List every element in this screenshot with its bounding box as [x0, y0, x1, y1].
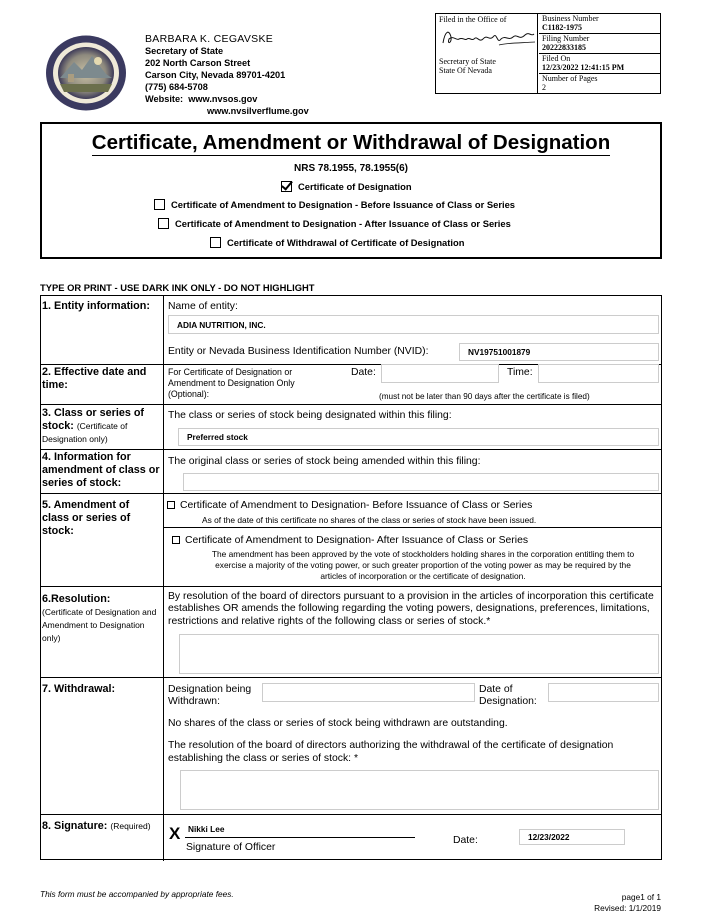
s6-text: By resolution of the board of directors pursuant to a provision in the articles of incorporation this certificate establishes OR amends the following regarding the voting powers, designations, preferences, limitations, restrictions and relative rights of the following class or series of stock.* [168, 591, 654, 627]
checked-checkbox-icon[interactable] [281, 181, 292, 192]
option-amendment-after[interactable]: Certificate of Amendment to Designation - After Issuance of Class or Series [158, 218, 511, 229]
s6-label: 6.Resolution: (Certificate of Designation and Amendment to Designation only) [42, 593, 157, 643]
filed-in-label: Filed in the Office of [439, 15, 507, 24]
s2-time-label: Time: [507, 367, 533, 378]
checkbox-icon[interactable] [154, 199, 165, 210]
business-number: C1182-1975 [542, 23, 582, 32]
s7-label: 7. Withdrawal: [42, 683, 116, 695]
form-table [40, 295, 662, 860]
s4-label: 4. Information for amendment of class or series of stock: [42, 451, 160, 489]
checkbox-icon[interactable] [167, 501, 175, 509]
s2-description: For Certificate of Designation or Amendment to Designation Only (Optional): [168, 367, 295, 399]
s2-label: 2. Effective date and time: [42, 366, 147, 391]
s5-option-after-note: The amendment has been approved by the vote of stockholders holding shares in the corporation entitling them to exercise a majority of the voting power, or such greater proportion of the voting power as may be required by the articles of incorporation or the certificate of designation. [211, 549, 635, 581]
filing-details [539, 14, 660, 93]
address-line-1: 202 North Carson Street [145, 58, 251, 68]
website-1[interactable]: www.nvsos.gov [188, 94, 258, 104]
filing-number: 20222833185 [542, 43, 586, 52]
nevada-state-seal [44, 34, 128, 112]
s7-resolution: The resolution of the board of directors authorizing the withdrawal of the certificate of designation establishing the class or series of stock: * [168, 740, 614, 764]
nvid-field[interactable]: NV19751001879 [459, 343, 659, 361]
checkbox-icon[interactable] [158, 218, 169, 229]
filing-stamp [435, 13, 661, 94]
website-label: Website: [145, 94, 184, 104]
website-line [145, 93, 309, 105]
row-divider [163, 527, 661, 528]
withdrawal-resolution-field[interactable] [180, 770, 659, 810]
designation-date-field[interactable] [548, 683, 659, 702]
pages-cell: Number of Pages 2 [539, 74, 660, 92]
secretary-title: Secretary of State [145, 46, 224, 56]
s8-label: 8. Signature: (Required) [42, 820, 151, 832]
entity-name-label: Name of entity: [168, 301, 238, 312]
option-withdrawal[interactable]: Certificate of Withdrawal of Certificate of Designation [210, 237, 464, 248]
resolution-field[interactable] [179, 634, 659, 674]
row-divider [41, 677, 661, 678]
fees-note: This form must be accompanied by appropriate fees. [40, 889, 234, 899]
business-number-cell: Business Number C1182-1975 [539, 14, 660, 34]
website-2[interactable]: www.nvsilverflume.gov [207, 106, 309, 116]
row-divider [41, 404, 661, 405]
nrs-reference: NRS 78.1955, 78.1955(6) [294, 163, 408, 174]
revised-date: Revised: 1/1/2019 [594, 903, 661, 913]
s2-note: (must not be later than 90 days after the certificate is filed) [379, 392, 590, 401]
secretary-signature [439, 25, 537, 49]
s1-label: 1. Entity information: [42, 300, 150, 312]
option-amendment-before[interactable]: Certificate of Amendment to Designation - Before Issuance of Class or Series [154, 199, 515, 210]
address-line-2: Carson City, Nevada 89701-4201 [145, 70, 286, 80]
s3-text: The class or series of stock being designated within this filing: [168, 410, 452, 421]
signature-x: X [169, 824, 181, 843]
s6-sub: (Certificate of Designation and Amendment to Designation only) [42, 607, 157, 643]
filed-on-cell: Filed On 12/23/2022 12:41:15 PM [539, 54, 660, 74]
phone: (775) 684-5708 [145, 82, 208, 92]
s5-option-after[interactable]: Certificate of Amendment to Designation- After Issuance of Class or Series [172, 534, 528, 547]
row-divider [41, 493, 661, 494]
checkbox-icon[interactable] [172, 536, 180, 544]
instructions: TYPE OR PRINT - USE DARK INK ONLY - DO NOT HIGHLIGHT [40, 282, 315, 293]
secretary-label: Secretary of State [439, 57, 496, 66]
state-label: State Of Nevada [439, 66, 492, 75]
column-divider [163, 296, 164, 861]
designation-withdrawn-field[interactable] [262, 683, 475, 702]
class-designated-field[interactable]: Preferred stock [178, 428, 659, 446]
secretary-name: BARBARA K. CEGAVSKE [145, 33, 274, 45]
s8-date-label: Date: [453, 835, 478, 846]
s5-label: 5. Amendment of class or series of stock: [42, 499, 131, 537]
class-amended-field[interactable] [183, 473, 659, 491]
form-title: Certificate, Amendment or Withdrawal of Designation [91, 131, 611, 154]
s8-sub: (Required) [110, 821, 151, 831]
filed-on: 12/23/2022 12:41:15 PM [542, 63, 625, 72]
nvid-label: Entity or Nevada Business Identification Number (NVID): [168, 346, 429, 357]
s5-option-before[interactable]: Certificate of Amendment to Designation- Before Issuance of Class or Series [167, 499, 532, 512]
s7-no-shares: No shares of the class or series of stock being withdrawn are outstanding. [168, 718, 508, 729]
entity-name-field[interactable]: ADIA NUTRITION, INC. [168, 315, 659, 334]
s3-label: 3. Class or series of stock: (Certificate of Designation only) [42, 407, 145, 444]
signature-date-field[interactable]: 12/23/2022 [519, 829, 625, 845]
filing-number-cell: Filing Number 20222833185 [539, 34, 660, 54]
form-title-box [40, 122, 662, 259]
filing-office [436, 14, 538, 93]
signature-line [185, 837, 415, 838]
s2-date-field[interactable] [381, 364, 499, 383]
row-divider [41, 586, 661, 587]
row-divider [41, 814, 661, 815]
s7-designation-label: Designation being Withdrawn: [168, 684, 252, 707]
checkbox-icon[interactable] [210, 237, 221, 248]
page-count: 2 [542, 83, 546, 92]
s5-option-before-note: As of the date of this certificate no shares of the class or series of stock have been issued. [202, 515, 537, 525]
option-certificate-of-designation[interactable]: Certificate of Designation [281, 181, 412, 192]
s7-date-label: Date of Designation: [479, 684, 537, 707]
signer-name[interactable]: Nikki Lee [188, 824, 225, 834]
page-number: page1 of 1 [621, 892, 661, 902]
s4-text: The original class or series of stock being amended within this filing: [168, 456, 481, 467]
row-divider [41, 449, 661, 450]
signature-label: Signature of Officer [186, 842, 276, 853]
s2-time-field[interactable] [538, 364, 659, 383]
s2-date-label: Date: [351, 367, 376, 378]
s3-sub: (Certificate of Designation only) [42, 421, 128, 444]
secretary-header [145, 33, 309, 117]
